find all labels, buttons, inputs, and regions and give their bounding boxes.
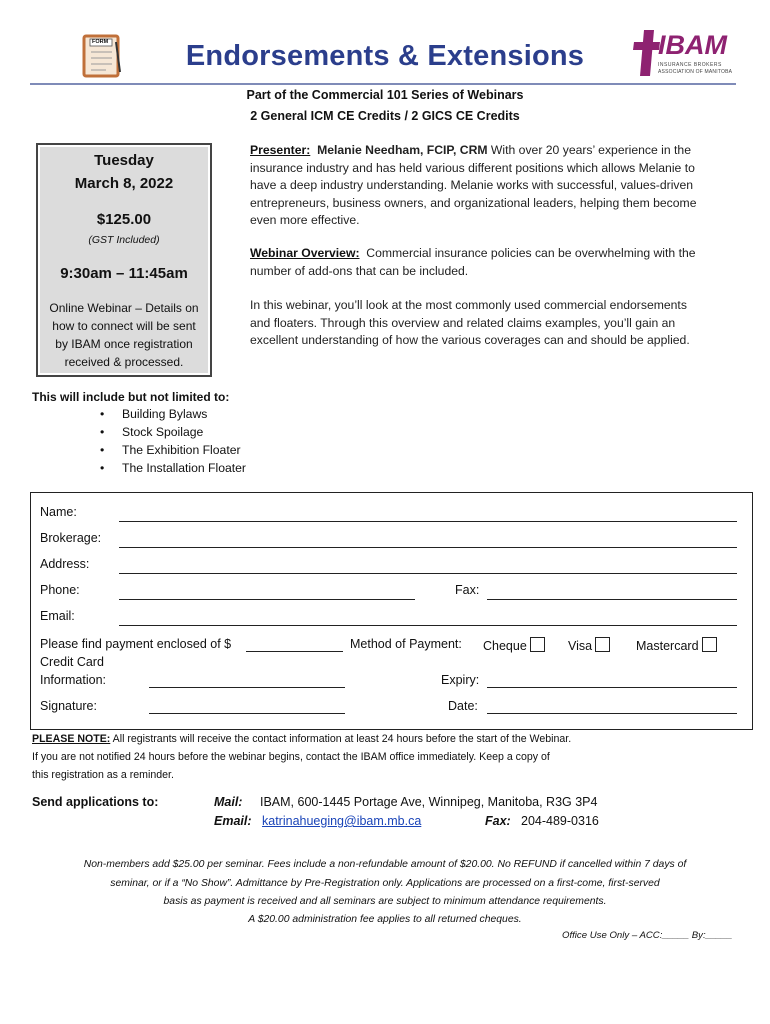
email-field[interactable] xyxy=(119,625,737,626)
address-label: Address: xyxy=(40,557,90,571)
cheque-option[interactable] xyxy=(483,637,545,653)
brokerage-field[interactable] xyxy=(119,547,737,548)
event-location-line: by IBAM once registration xyxy=(55,337,193,351)
event-day: Tuesday xyxy=(94,152,154,169)
footer-line: Non-members add $25.00 per seminar. Fees include a non-refundable amount of $20.00. No REFUND if cancelled within 7 days of xyxy=(83,859,687,870)
event-info-box xyxy=(36,143,212,377)
event-location-line: Online Webinar – Details on xyxy=(49,301,199,315)
footer-line: basis as payment is received and all seminars are subject to minimum attendance requirements. xyxy=(163,896,607,907)
presenter-bio: have a deep industry understanding. Melanie works with successful, values-driven xyxy=(250,178,694,192)
presenter-name: Melanie Needham, FCIP, CRM xyxy=(317,143,488,157)
phone-field[interactable] xyxy=(119,599,415,600)
mastercard-label: Mastercard xyxy=(636,639,699,653)
title-divider xyxy=(30,83,736,85)
overview-text: number of add-ons that can be included. xyxy=(250,263,469,278)
page-title: Endorsements & Extensions xyxy=(185,40,585,72)
logo-sub2: ASSOCIATION OF MANITOBA xyxy=(658,69,733,75)
presenter-bio: With over 20 years’ experience in the xyxy=(490,143,691,157)
signature-label: Signature: xyxy=(40,699,97,713)
presenter-paragraph xyxy=(250,142,722,230)
note-text: All registrants will receive the contact information at least 24 hours before the start of the Webinar. xyxy=(112,733,572,745)
list-item: • Building Bylaws xyxy=(100,407,208,421)
phone-label: Phone: xyxy=(40,583,80,597)
event-location-line: received & processed. xyxy=(64,355,184,369)
includes-heading: This will include but not limited to: xyxy=(32,390,230,404)
overview-text: excellent understanding of how the various coverages can and should be applied. xyxy=(250,333,690,347)
series-line: Part of the Commercial 101 Series of Webinars xyxy=(246,88,524,102)
presenter-bio: even more effective. xyxy=(250,213,360,227)
list-item: • The Installation Floater xyxy=(100,461,246,475)
event-price: $125.00 xyxy=(96,211,152,228)
event-date: March 8, 2022 xyxy=(74,175,174,192)
note-line: this registration as a reminder. xyxy=(32,769,174,781)
date-label: Date: xyxy=(448,699,478,713)
visa-checkbox[interactable] xyxy=(595,637,610,652)
list-item: • The Exhibition Floater xyxy=(100,443,241,457)
date-field[interactable] xyxy=(487,713,737,714)
expiry-label: Expiry: xyxy=(441,673,480,687)
list-item-label: Building Bylaws xyxy=(122,407,208,421)
fax-number: 204-489-0316 xyxy=(521,814,599,828)
cheque-label: Cheque xyxy=(483,639,527,653)
registration-form xyxy=(30,492,753,730)
credit-card-label: Credit Card xyxy=(40,655,104,669)
logo-sub1: INSURANCE BROKERS xyxy=(658,62,722,68)
credit-card-field[interactable] xyxy=(149,687,345,688)
cheque-checkbox[interactable] xyxy=(530,637,545,652)
overview-paragraph xyxy=(250,245,722,280)
mail-label: Mail: xyxy=(214,795,243,809)
presenter-bio: insurance industry and has held various different positions which allows Melanie to xyxy=(250,160,695,175)
list-item-label: The Exhibition Floater xyxy=(122,443,241,457)
send-label: Send applications to: xyxy=(32,795,159,809)
list-item-label: The Installation Floater xyxy=(122,461,246,475)
mail-address: IBAM, 600-1445 Portage Ave, Winnipeg, Manitoba, R3G 3P4 xyxy=(260,795,598,809)
signature-field[interactable] xyxy=(149,713,345,714)
overview-text: and floaters. Through this overview and related claims examples, you’ll gain an xyxy=(250,315,676,330)
overview-label: Webinar Overview: xyxy=(250,246,360,260)
event-time: 9:30am – 11:45am xyxy=(60,265,188,282)
footer-line: seminar, or if a “No Show”. Admittance by Pre-Registration only. Applications are processed on a first-come, first-served xyxy=(110,878,660,889)
fax-label: Fax: xyxy=(455,583,480,597)
credits-line: 2 General ICM CE Credits / 2 GICS CE Credits xyxy=(250,109,520,123)
ibam-logo xyxy=(632,28,737,82)
email-link[interactable]: katrinahueging@ibam.mb.ca xyxy=(262,814,422,828)
event-tax: (GST Included) xyxy=(88,234,160,246)
form-icon-label: FORM xyxy=(92,39,109,45)
office-use: Office Use Only – ACC:_____ By:_____ xyxy=(562,930,733,941)
brokerage-label: Brokerage: xyxy=(40,531,102,545)
list-item: • Stock Spoilage xyxy=(100,425,204,439)
name-label: Name: xyxy=(40,505,77,519)
visa-option[interactable] xyxy=(568,637,610,653)
expiry-field[interactable] xyxy=(487,687,737,688)
fax-field[interactable] xyxy=(487,599,737,600)
email-label: Email: xyxy=(40,609,75,623)
address-field[interactable] xyxy=(119,573,737,574)
visa-label: Visa xyxy=(568,639,593,653)
logo-text: IBAM xyxy=(658,30,727,60)
mastercard-checkbox[interactable] xyxy=(702,637,717,652)
presenter-label: Presenter: xyxy=(250,143,311,157)
note-label: PLEASE NOTE: xyxy=(32,733,111,745)
overview-text: Commercial insurance policies can be overwhelming with the xyxy=(366,246,696,260)
payment-method-label: Method of Payment: xyxy=(350,637,462,651)
credit-card-label: Information: xyxy=(40,673,107,687)
event-location-line: how to connect will be sent xyxy=(52,319,196,333)
footer-line: A $20.00 administration fee applies to all returned cheques. xyxy=(248,914,522,925)
fax-contact-label: Fax: xyxy=(485,814,511,828)
list-item-label: Stock Spoilage xyxy=(122,425,204,439)
payment-label: Please find payment enclosed of $ xyxy=(40,637,232,651)
overview-paragraph-2 xyxy=(250,297,722,350)
note-line: If you are not notified 24 hours before the webinar begins, contact the IBAM office immediately. Keep a copy of xyxy=(32,751,550,763)
overview-text: In this webinar, you’ll look at the most commonly used commercial endorsements xyxy=(250,298,687,312)
presenter-bio: entrepreneurs, business owners, and organizational leaders, helping them become xyxy=(250,195,697,210)
name-field[interactable] xyxy=(119,521,737,522)
note-line xyxy=(32,730,732,748)
payment-amount-field[interactable] xyxy=(246,651,343,652)
email-contact-label: Email: xyxy=(214,814,252,828)
mastercard-option[interactable] xyxy=(636,637,717,653)
